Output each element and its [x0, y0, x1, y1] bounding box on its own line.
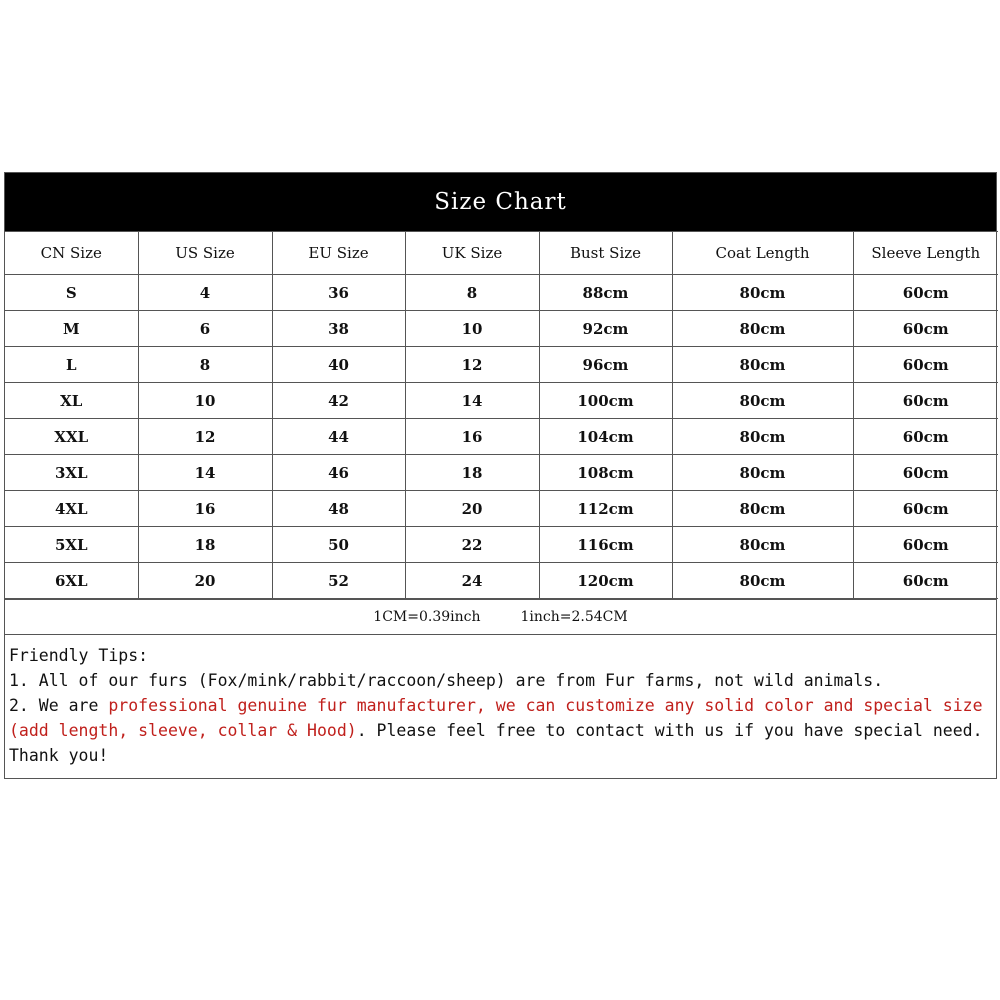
- table-cell: 96cm: [539, 347, 672, 383]
- table-cell: 80cm: [672, 527, 853, 563]
- column-header: Coat Length: [672, 232, 853, 275]
- table-row: [5, 347, 998, 383]
- table-cell: 46: [272, 455, 405, 491]
- column-header: UK Size: [405, 232, 539, 275]
- table-row: [5, 455, 998, 491]
- table-cell: 120cm: [539, 563, 672, 599]
- table-cell: 14: [405, 383, 539, 419]
- table-cell: 18: [138, 527, 272, 563]
- table-row: [5, 563, 998, 599]
- table-cell: 3XL: [5, 455, 138, 491]
- table-cell: 16: [138, 491, 272, 527]
- table-cell: 60cm: [853, 347, 998, 383]
- table-cell: 60cm: [853, 419, 998, 455]
- chart-title: Size Chart: [434, 189, 567, 215]
- table-cell: 6XL: [5, 563, 138, 599]
- tip-highlight-text: professional genuine fur manufacturer, we can customize any solid color and special size (add length, sleeve, collar & Hood): [9, 696, 983, 740]
- table-cell: 80cm: [672, 491, 853, 527]
- table-cell: 44: [272, 419, 405, 455]
- table-cell: 116cm: [539, 527, 672, 563]
- table-cell: S: [5, 275, 138, 311]
- table-row: [5, 383, 998, 419]
- column-header: CN Size: [5, 232, 138, 275]
- table-cell: 52: [272, 563, 405, 599]
- table-cell: 42: [272, 383, 405, 419]
- table-cell: 60cm: [853, 275, 998, 311]
- table-cell: 10: [138, 383, 272, 419]
- table-cell: 20: [138, 563, 272, 599]
- table-row: [5, 419, 998, 455]
- table-cell: 48: [272, 491, 405, 527]
- table-cell: 6: [138, 311, 272, 347]
- table-cell: 12: [405, 347, 539, 383]
- table-cell: 80cm: [672, 455, 853, 491]
- table-cell: 24: [405, 563, 539, 599]
- table-cell: L: [5, 347, 138, 383]
- table-cell: 92cm: [539, 311, 672, 347]
- table-cell: 80cm: [672, 563, 853, 599]
- table-cell: 80cm: [672, 347, 853, 383]
- friendly-tips: [5, 635, 996, 778]
- table-cell: 16: [405, 419, 539, 455]
- column-header: EU Size: [272, 232, 405, 275]
- table-cell: XXL: [5, 419, 138, 455]
- table-header-row: [5, 232, 998, 275]
- table-cell: 108cm: [539, 455, 672, 491]
- table-cell: 80cm: [672, 311, 853, 347]
- table-cell: 12: [138, 419, 272, 455]
- table-cell: 36: [272, 275, 405, 311]
- table-cell: 80cm: [672, 275, 853, 311]
- table-cell: 50: [272, 527, 405, 563]
- tip-item: [9, 693, 990, 768]
- column-header: Bust Size: [539, 232, 672, 275]
- table-cell: 4: [138, 275, 272, 311]
- table-cell: 40: [272, 347, 405, 383]
- tip-text: . Please feel free to contact with us if you have special need. Thank you!: [9, 721, 983, 765]
- table-row: [5, 275, 998, 311]
- table-cell: 80cm: [672, 419, 853, 455]
- table-cell: M: [5, 311, 138, 347]
- inch-to-cm-text: 1inch=2.54CM: [520, 609, 628, 625]
- table-cell: XL: [5, 383, 138, 419]
- table-cell: 8: [138, 347, 272, 383]
- column-header: US Size: [138, 232, 272, 275]
- table-cell: 22: [405, 527, 539, 563]
- table-cell: 5XL: [5, 527, 138, 563]
- table-cell: 4XL: [5, 491, 138, 527]
- table-row: [5, 311, 998, 347]
- size-table: [5, 231, 998, 599]
- table-cell: 60cm: [853, 311, 998, 347]
- table-cell: 60cm: [853, 527, 998, 563]
- tips-heading: Friendly Tips:: [9, 646, 149, 665]
- table-cell: 20: [405, 491, 539, 527]
- tip-item: 1. All of our furs (Fox/mink/rabbit/raccoon/sheep) are from Fur farms, not wild animals.: [9, 671, 884, 690]
- table-row: [5, 491, 998, 527]
- column-header: Sleeve Length: [853, 232, 998, 275]
- table-cell: 112cm: [539, 491, 672, 527]
- table-cell: 80cm: [672, 383, 853, 419]
- tip-text: 2. We are: [9, 696, 109, 715]
- table-cell: 10: [405, 311, 539, 347]
- table-cell: 18: [405, 455, 539, 491]
- table-cell: 88cm: [539, 275, 672, 311]
- table-cell: 60cm: [853, 563, 998, 599]
- table-cell: 8: [405, 275, 539, 311]
- table-cell: 14: [138, 455, 272, 491]
- table-row: [5, 527, 998, 563]
- table-cell: 100cm: [539, 383, 672, 419]
- table-cell: 60cm: [853, 383, 998, 419]
- size-chart: [4, 172, 997, 779]
- unit-conversion-row: [5, 599, 996, 635]
- table-cell: 38: [272, 311, 405, 347]
- cm-to-inch-text: 1CM=0.39inch: [373, 609, 481, 625]
- table-cell: 60cm: [853, 455, 998, 491]
- table-cell: 60cm: [853, 491, 998, 527]
- chart-title-bar: [5, 173, 996, 231]
- table-cell: 104cm: [539, 419, 672, 455]
